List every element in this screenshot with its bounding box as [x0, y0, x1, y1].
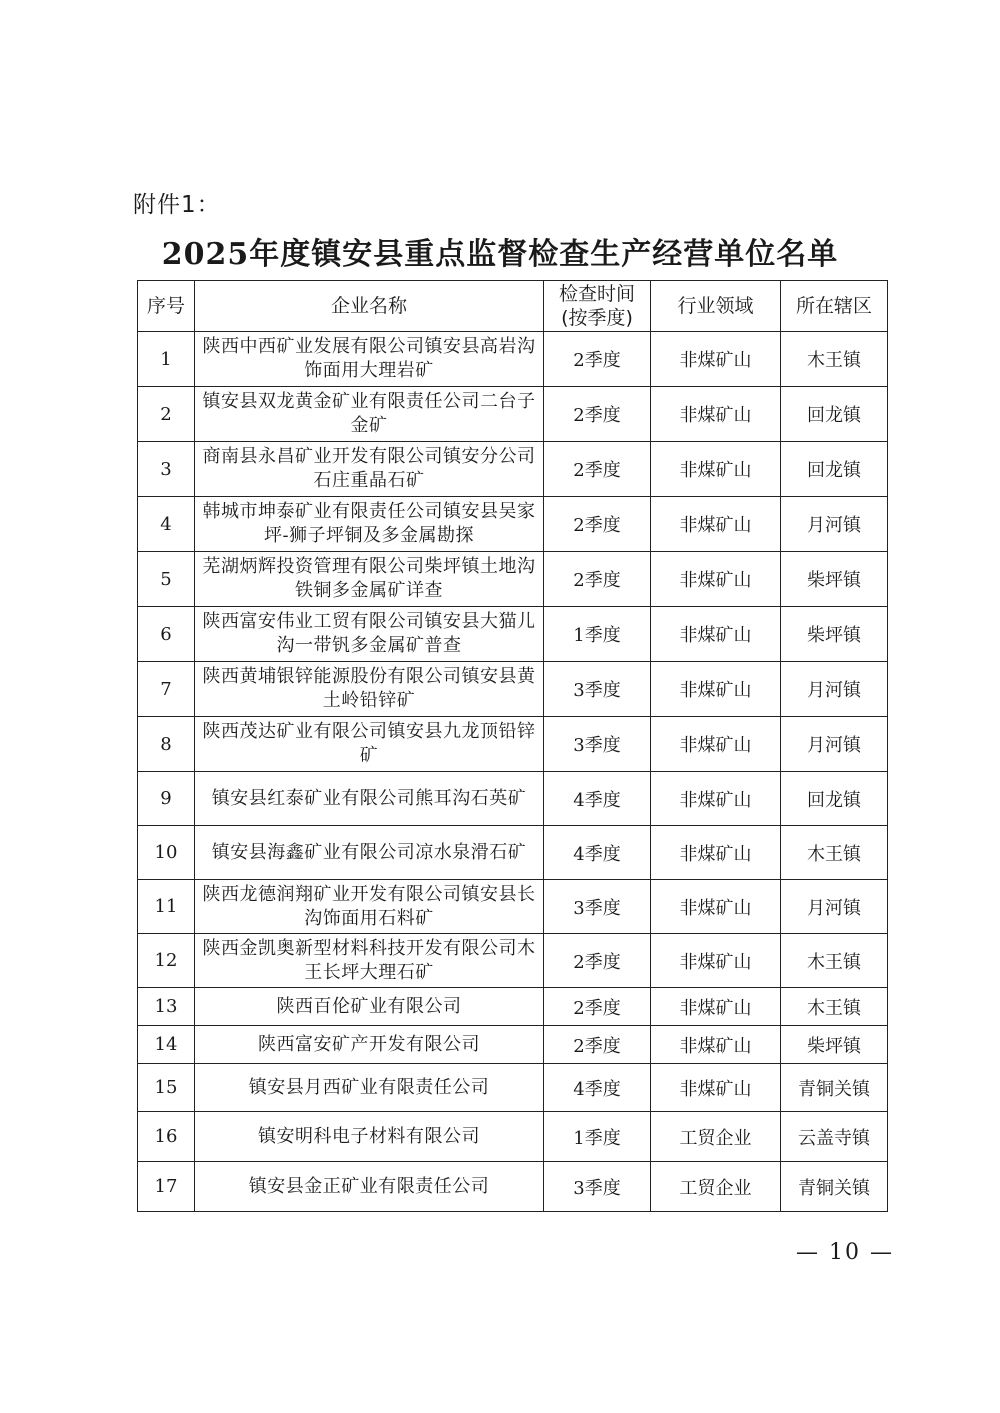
- cell-industry: 非煤矿山: [651, 1064, 781, 1112]
- table-row: [138, 1162, 888, 1212]
- cell-name: 商南县永昌矿业开发有限公司镇安分公司石庄重晶石矿: [195, 442, 544, 497]
- table-row: [138, 332, 888, 387]
- cell-seq: 3: [138, 442, 195, 497]
- cell-industry: 非煤矿山: [651, 826, 781, 880]
- cell-name: 镇安明科电子材料有限公司: [195, 1112, 544, 1162]
- cell-industry: 非煤矿山: [651, 772, 781, 826]
- header-name: 企业名称: [195, 281, 544, 332]
- table-row: [138, 662, 888, 717]
- cell-time: 1季度: [544, 607, 651, 662]
- header-time-line2: (按季度): [561, 307, 633, 329]
- cell-name: 韩城市坤泰矿业有限责任公司镇安县吴家坪-狮子坪铜及多金属勘探: [195, 497, 544, 552]
- cell-name: 陕西金凯奥新型材料科技开发有限公司木王长坪大理石矿: [195, 934, 544, 988]
- cell-seq: 12: [138, 934, 195, 988]
- cell-area: 回龙镇: [781, 442, 888, 497]
- cell-industry: 非煤矿山: [651, 442, 781, 497]
- cell-industry: 非煤矿山: [651, 332, 781, 387]
- cell-time: 2季度: [544, 934, 651, 988]
- cell-name: 芜湖炳辉投资管理有限公司柴坪镇土地沟铁铜多金属矿详查: [195, 552, 544, 607]
- cell-seq: 1: [138, 332, 195, 387]
- cell-time: 2季度: [544, 442, 651, 497]
- cell-name: 陕西中西矿业发展有限公司镇安县高岩沟饰面用大理岩矿: [195, 332, 544, 387]
- header-time: [544, 281, 651, 332]
- cell-name: 镇安县红泰矿业有限公司熊耳沟石英矿: [195, 772, 544, 826]
- cell-seq: 13: [138, 988, 195, 1026]
- table-body: [138, 332, 888, 1212]
- cell-time: 2季度: [544, 988, 651, 1026]
- cell-area: 月河镇: [781, 880, 888, 934]
- cell-seq: 5: [138, 552, 195, 607]
- cell-area: 青铜关镇: [781, 1162, 888, 1212]
- cell-seq: 9: [138, 772, 195, 826]
- table-row: [138, 552, 888, 607]
- table-header-row: [138, 281, 888, 332]
- table-row: [138, 442, 888, 497]
- table-row: [138, 1064, 888, 1112]
- header-industry: 行业领域: [651, 281, 781, 332]
- enterprise-roster-table: [137, 280, 888, 1212]
- cell-time: 1季度: [544, 1112, 651, 1162]
- cell-area: 木王镇: [781, 826, 888, 880]
- table-row: [138, 717, 888, 772]
- document-title: 2025年度镇安县重点监督检查生产经营单位名单: [161, 237, 839, 272]
- cell-industry: 非煤矿山: [651, 552, 781, 607]
- cell-name: 陕西茂达矿业有限公司镇安县九龙顶铅锌矿: [195, 717, 544, 772]
- table-row: [138, 988, 888, 1026]
- cell-industry: 非煤矿山: [651, 607, 781, 662]
- cell-name: 陕西百伦矿业有限公司: [195, 988, 544, 1026]
- cell-area: 回龙镇: [781, 387, 888, 442]
- cell-seq: 4: [138, 497, 195, 552]
- cell-industry: 非煤矿山: [651, 1026, 781, 1064]
- cell-seq: 6: [138, 607, 195, 662]
- cell-seq: 7: [138, 662, 195, 717]
- cell-time: 4季度: [544, 1064, 651, 1112]
- cell-time: 3季度: [544, 880, 651, 934]
- cell-name: 镇安县海鑫矿业有限公司凉水泉滑石矿: [195, 826, 544, 880]
- table-row: [138, 772, 888, 826]
- cell-seq: 8: [138, 717, 195, 772]
- cell-area: 月河镇: [781, 717, 888, 772]
- cell-area: 木王镇: [781, 934, 888, 988]
- cell-time: 2季度: [544, 497, 651, 552]
- cell-time: 3季度: [544, 662, 651, 717]
- page-number: — 10 —: [796, 1240, 894, 1265]
- cell-area: 青铜关镇: [781, 1064, 888, 1112]
- cell-industry: 非煤矿山: [651, 988, 781, 1026]
- cell-seq: 15: [138, 1064, 195, 1112]
- cell-area: 月河镇: [781, 497, 888, 552]
- cell-name: 陕西龙德润翔矿业开发有限公司镇安县长沟饰面用石料矿: [195, 880, 544, 934]
- cell-area: 回龙镇: [781, 772, 888, 826]
- cell-area: 木王镇: [781, 988, 888, 1026]
- table-row: [138, 497, 888, 552]
- cell-area: 木王镇: [781, 332, 888, 387]
- header-seq: 序号: [138, 281, 195, 332]
- cell-time: 2季度: [544, 332, 651, 387]
- cell-seq: 17: [138, 1162, 195, 1212]
- table-row: [138, 934, 888, 988]
- cell-area: 柴坪镇: [781, 552, 888, 607]
- cell-industry: 非煤矿山: [651, 662, 781, 717]
- cell-industry: 非煤矿山: [651, 387, 781, 442]
- table-row: [138, 607, 888, 662]
- header-area: 所在辖区: [781, 281, 888, 332]
- cell-seq: 11: [138, 880, 195, 934]
- cell-seq: 16: [138, 1112, 195, 1162]
- cell-time: 2季度: [544, 552, 651, 607]
- cell-industry: 非煤矿山: [651, 497, 781, 552]
- table-row: [138, 826, 888, 880]
- cell-time: 3季度: [544, 717, 651, 772]
- cell-area: 柴坪镇: [781, 607, 888, 662]
- cell-name: 镇安县双龙黄金矿业有限责任公司二台子金矿: [195, 387, 544, 442]
- table-row: [138, 387, 888, 442]
- cell-time: 3季度: [544, 1162, 651, 1212]
- cell-industry: 工贸企业: [651, 1112, 781, 1162]
- attachment-label: 附件1：: [133, 192, 221, 218]
- table-row: [138, 1026, 888, 1064]
- cell-name: 陕西黄埔银锌能源股份有限公司镇安县黄土岭铅锌矿: [195, 662, 544, 717]
- table-row: [138, 1112, 888, 1162]
- cell-time: 4季度: [544, 826, 651, 880]
- cell-industry: 非煤矿山: [651, 717, 781, 772]
- cell-area: 月河镇: [781, 662, 888, 717]
- cell-industry: 非煤矿山: [651, 934, 781, 988]
- cell-area: 柴坪镇: [781, 1026, 888, 1064]
- header-time-line1: 检查时间: [558, 283, 635, 305]
- cell-seq: 2: [138, 387, 195, 442]
- cell-seq: 10: [138, 826, 195, 880]
- cell-name: 镇安县月西矿业有限责任公司: [195, 1064, 544, 1112]
- cell-time: 4季度: [544, 772, 651, 826]
- cell-industry: 工贸企业: [651, 1162, 781, 1212]
- cell-name: 陕西富安伟业工贸有限公司镇安县大猫儿沟一带钒多金属矿普查: [195, 607, 544, 662]
- cell-area: 云盖寺镇: [781, 1112, 888, 1162]
- cell-name: 陕西富安矿产开发有限公司: [195, 1026, 544, 1064]
- table-row: [138, 880, 888, 934]
- cell-time: 2季度: [544, 387, 651, 442]
- cell-industry: 非煤矿山: [651, 880, 781, 934]
- cell-time: 2季度: [544, 1026, 651, 1064]
- cell-seq: 14: [138, 1026, 195, 1064]
- cell-name: 镇安县金正矿业有限责任公司: [195, 1162, 544, 1212]
